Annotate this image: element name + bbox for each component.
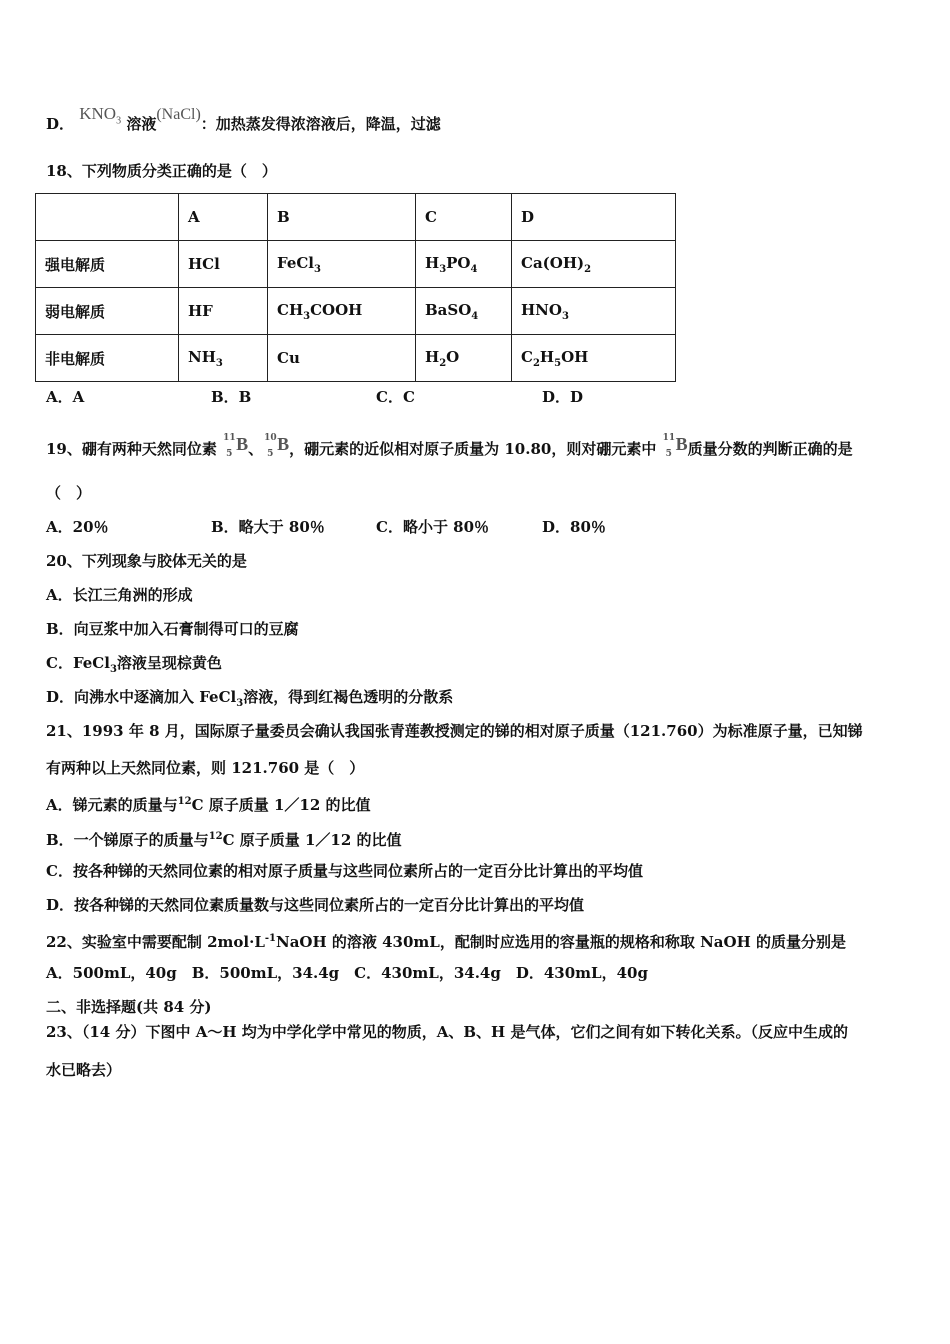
table-cell: HCl [179, 241, 268, 288]
q20-option-b: B．向豆浆中加入石膏制得可口的豆腐 [46, 620, 299, 638]
section-heading: 二、非选择题(共 84 分) [46, 998, 212, 1016]
table-cell: 弱电解质 [36, 288, 179, 335]
q19-option: A．20％ [46, 518, 109, 536]
table-row [36, 288, 676, 335]
q19-option: D．80％ [542, 518, 606, 536]
q18-options [46, 387, 583, 407]
nacl-impurity: (NaCl) [156, 106, 201, 123]
q20-option-c: C．FeCl$_3$溶液呈现棕黄色 [46, 654, 222, 675]
q23-stem-line2: 水已略去） [46, 1061, 122, 1079]
q21-option-c: C．按各种锑的天然同位素的相对原子质量与这些同位素所占的一定百分比计算出的平均值 [46, 862, 643, 880]
table-cell: FeCl$_3$ [268, 241, 416, 288]
table-header-row [36, 194, 676, 241]
table-cell: B [268, 194, 416, 241]
q20-stem: 20、下列现象与胶体无关的是 [46, 552, 247, 570]
table-row [36, 241, 676, 288]
table-cell: $Ca(OH)_2$ [512, 241, 676, 288]
q21-stem: 21、1993 年 8 月，国际原子量委员会确认我国张青莲教授测定的锑的相对原子质量（121.760）为标准原子量，已知锑 [46, 722, 863, 740]
q19-options [46, 517, 606, 537]
q18-stem: 18、下列物质分类正确的是（ ） [46, 162, 277, 180]
table-cell [36, 194, 179, 241]
q18-option: B．B [211, 388, 252, 406]
table-cell: C [416, 194, 512, 241]
q19-stem-line2: （ ） [46, 484, 92, 502]
kno3-formula: $KNO_3$ [79, 104, 122, 127]
table-cell: $C_2H_5OH$ [512, 335, 676, 382]
q18-option: C．C [376, 388, 415, 406]
table-cell: $H_2O$ [416, 335, 512, 382]
table-cell: BaSO$_4$ [416, 288, 512, 335]
q18-table [35, 193, 676, 382]
table-row [36, 335, 676, 382]
q18-option: D．D [542, 388, 584, 406]
table-cell: HF [179, 288, 268, 335]
q20-option-d: D．向沸水中逐滴加入 FeCl$_3$溶液，得到红褐色透明的分散系 [46, 688, 454, 709]
table-cell: $HNO_3$ [512, 288, 676, 335]
table-cell: $NH_3$ [179, 335, 268, 382]
q19-option: B．略大于 80％ [211, 518, 325, 536]
table-cell: D [512, 194, 676, 241]
table-cell: $CH_3COOH$ [268, 288, 416, 335]
q21-stem-line2: 有两种以上天然同位素，则 121.760 是（ ） [46, 759, 365, 777]
boron-11-isotope: 11 5 B [223, 433, 249, 459]
q23-stem: 23、（14 分）下图中 A～H 均为中学化学中常见的物质，A、B、H 是气体，它们之间有如下转化关系。（反应中生成的 [46, 1023, 848, 1041]
q18-option: A．A [46, 388, 85, 406]
q21-option-b: B．一个锑原子的质量与$^{12}$C 原子质量 1／12 的比值 [46, 831, 402, 849]
table-cell: Cu [268, 335, 416, 382]
q21-option-d: D．按各种锑的天然同位素质量数与这些同位素所占的一定百分比计算出的平均值 [46, 896, 585, 914]
q19-stem: 19、硼有两种天然同位素 11 5 B 、 10 5 B ，硼元素的近似相对原子质量为 10.80，则对硼元素中 11 5 B 质量分数的判断正确的是 [46, 433, 853, 459]
table-cell: $H_3PO_4$ [416, 241, 512, 288]
table-cell: 非电解质 [36, 335, 179, 382]
q22-options: A．500mL，40g B．500mL，34.4g C．430mL，34.4g D．430mL，40g [46, 964, 648, 982]
boron-10-isotope: 10 5 B [264, 433, 290, 459]
q19-option: C．略小于 80％ [376, 518, 490, 536]
table-cell: A [179, 194, 268, 241]
q20-option-a: A．长江三角洲的形成 [46, 586, 193, 604]
table-cell: 强电解质 [36, 241, 179, 288]
q21-option-a: A．锑元素的质量与$^{12}$C 原子质量 1／12 的比值 [46, 796, 371, 814]
boron-11-isotope: 11 5 B [662, 433, 688, 459]
q17-option-d: D． $KNO_3$ 溶液(NaCl)：加热蒸发得浓溶液后，降温，过滤 [46, 104, 441, 133]
q22-stem: 22、实验室中需要配制 $2mol\cdot L^{-1}NaOH$ 的溶液 430mL，配制时应选用的容量瓶的规格和称取 NaOH 的质量分别是 [46, 933, 846, 951]
